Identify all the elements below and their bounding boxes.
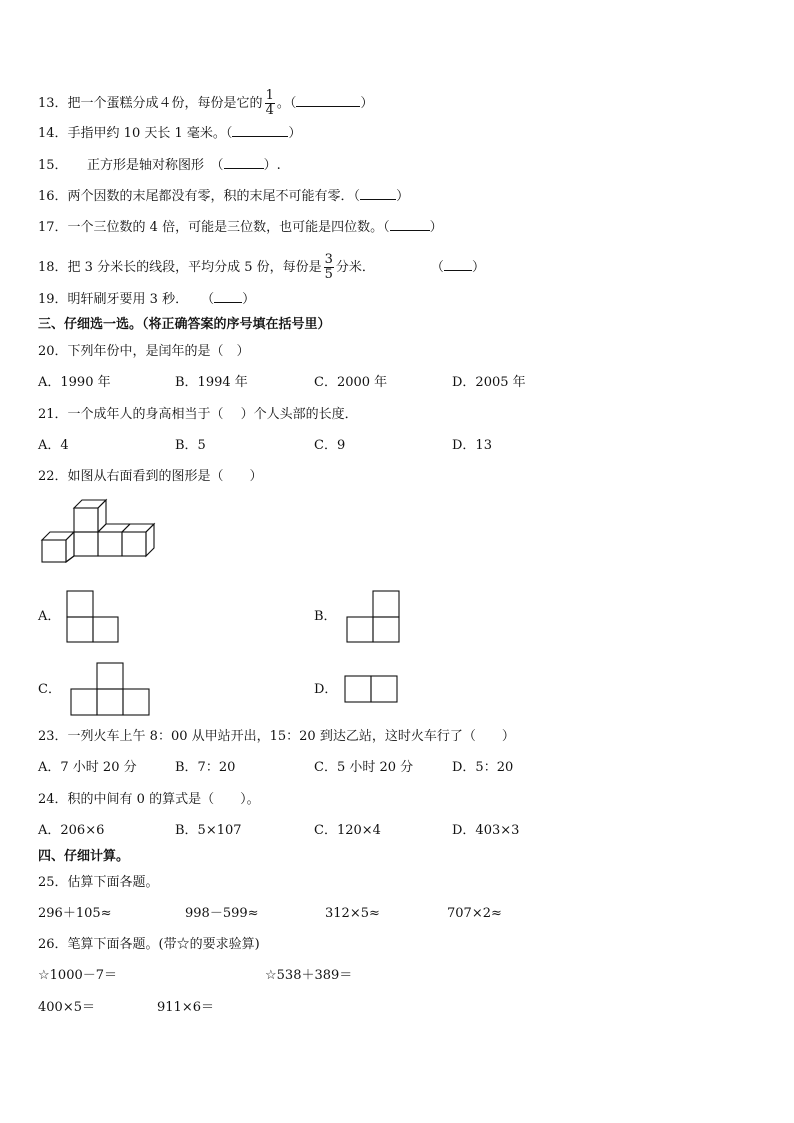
option-c[interactable]: C．2000 年 [314,375,388,390]
option-d[interactable]: D．13 [452,438,492,453]
question-20: 20．下列年份中，是闰年的是（ ） [38,344,250,359]
fraction-one-quarter: $\frac{1}{4}$ [265,88,274,118]
option-d[interactable]: D．2005 年 [452,375,526,390]
answer-blank[interactable] [232,124,288,137]
calc-item: 400×5＝ [38,1000,95,1015]
option-d-view[interactable] [344,675,400,705]
option-a[interactable]: A．1990 年 [38,375,111,390]
option-b[interactable]: B．1994 年 [175,375,248,390]
calc-item: ☆538＋389＝ [265,968,353,983]
option-b[interactable]: B．5 [175,438,206,453]
question-13: 13．把一个蛋糕分成４份，每份是它的 $\frac{1}{4}$ 。（ ） [38,88,374,118]
question-14: 14．手指甲约 10 天长 1 毫米。（ ） [38,126,302,141]
question-15: 15． 正方形是轴对称图形 （ ）. [38,158,281,173]
option-a-view[interactable] [66,590,120,644]
option-b[interactable]: B． [314,609,337,624]
cube-stack-figure [40,498,155,566]
question-22: 22．如图从右面看到的图形是（ ） [38,469,263,484]
question-16: 16．两个因数的末尾都没有零，积的末尾不可能有零．（ ） [38,189,410,204]
question-19: 19．明轩刷牙要用 3 秒． （ ） [38,292,256,307]
answer-blank[interactable] [214,290,242,303]
option-a[interactable]: A．206×6 [38,823,105,838]
estimate-item: 296＋105≈ [38,906,112,921]
section-heading-4: 四、仔细计算。 [38,849,130,864]
question-21: 21．一个成年人的身高相当于（ ）个人头部的长度． [38,407,358,422]
calc-item: 911×6＝ [157,1000,214,1015]
answer-blank[interactable] [296,94,360,107]
option-b-view[interactable] [346,590,402,644]
option-a[interactable]: A．7 小时 20 分 [38,760,137,775]
option-d[interactable]: D．403×3 [452,823,520,838]
option-a[interactable]: A．4 [38,438,69,453]
question-18: 18．把 3 分米长的线段，平均分成 5 份，每份是 $\frac{3}{5}$ 分米． （ ） [38,252,485,282]
answer-blank[interactable] [390,218,430,231]
question-25: 25．估算下面各题。 [38,875,159,890]
calc-item: ☆1000－7＝ [38,968,118,983]
section-heading-3: 三、仔细选一选。（将正确答案的序号填在括号里） [38,317,331,332]
answer-blank[interactable] [444,258,472,271]
answer-blank[interactable] [360,187,396,200]
estimate-item: 707×2≈ [447,906,502,921]
answer-blank[interactable] [224,156,264,169]
option-d[interactable]: D．5：20 [452,760,514,775]
estimate-item: 998－599≈ [185,906,259,921]
estimate-item: 312×5≈ [325,906,380,921]
option-c[interactable]: C．9 [314,438,346,453]
question-17: 17．一个三位数的 4 倍，可能是三位数，也可能是四位数。（ ） [38,220,443,235]
option-c[interactable]: C． [38,682,61,697]
question-26: 26．笔算下面各题。(带☆的要求验算) [38,937,260,952]
option-a[interactable]: A． [38,609,61,624]
option-b[interactable]: B．5×107 [175,823,242,838]
option-c-view[interactable] [70,662,152,718]
option-d[interactable]: D． [314,682,338,697]
fraction-three-fifths: $\frac{3}{5}$ [324,252,333,282]
option-b[interactable]: B．7：20 [175,760,236,775]
option-c[interactable]: C．120×4 [314,823,381,838]
option-c[interactable]: C．5 小时 20 分 [314,760,414,775]
question-24: 24．积的中间有 0 的算式是（ ）。 [38,792,260,807]
question-23: 23．一列火车上午 8：00 从甲站开出，15：20 到达乙站，这时火车行了（ ） [38,729,515,744]
